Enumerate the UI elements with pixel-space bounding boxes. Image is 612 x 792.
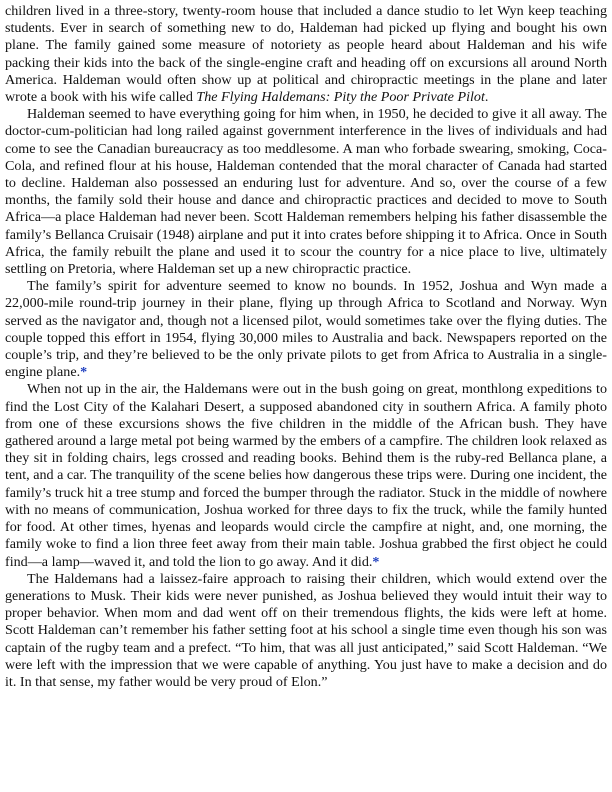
paragraph-move-to-south-africa bbox=[5, 106, 607, 278]
text-segment: Haldeman seemed to have everything going for him when, in 1950, he decided to give it all away. The doctor-cum-politician had long railed against government interference in the lives of individuals and had come to see the Canadian bureaucracy as too meddlesome. A man who forbade swearing, smoking, Coca-Cola, and refined flour at his house, Haldeman contended that the moral character of Canada had started to decline. Haldeman also possessed an enduring lust for adventure. And so, over the course of a few months, the family sold their house and dance and chiropractic practices and decided to move to South Africa—a place Haldeman had never been. Scott Haldeman remembers helping his father disassemble the family’s Bellanca Cruisair (1948) airplane and put it into crates before shipping it to Africa. Once in South Africa, the family rebuilt the plane and used it to scour the country for a nice place to live, ultimately settling on Pretoria, where Haldeman set up a new chiropractic practice. bbox=[5, 106, 607, 278]
text-segment: . bbox=[484, 89, 489, 106]
text-segment: The Haldemans had a laissez-faire approach to raising their children, which would extend over the generations to Musk. Their kids were never punished, as Joshua believed they would intuit their way to proper behavior. When mom and dad went off on their tremendous flights, the kids were left at home. Scott Haldeman can’t remember his father setting foot at his school a single time even though his son was captain of the rugby team and a prefect. “To him, that was all just anticipated,” said Scott Haldeman. “We were left with the impression that we were capable of anything. You just have to make a decision and do it. In that sense, my father would be very proud of Elon.” bbox=[5, 570, 607, 690]
text-segment: The family’s spirit for adventure seemed to know no bounds. In 1952, Joshua and Wyn made a 22,000-mile round-trip journey in their plane, flying up through Africa to Scotland and Norway. Wyn served as the navigator and, though not a licensed pilot, would sometimes take over the flying duties. The couple topped this effort in 1954, flying 30,000 miles to Australia and back. Newspapers reported on the couple’s trip, and they’re believed to be the only private pilots to get from Africa to Australia in a single-engine plane. bbox=[5, 278, 607, 381]
page-body bbox=[5, 3, 607, 691]
book-title: The Flying Haldemans: Pity the Poor Private Pilot bbox=[196, 89, 485, 106]
paragraph-flying-family bbox=[5, 3, 607, 106]
paragraph-parenting-approach bbox=[5, 571, 607, 691]
footnote-link[interactable]: * bbox=[80, 364, 88, 381]
text-segment: children lived in a three-story, twenty-room house that included a dance studio to let Wyn keep teaching students. Ever in search of something new to do, Haldeman had picked up flying and bought his own plane. The family gained some measure of notoriety as people heard about Haldeman and his wife packing their kids into the back of the single-engine craft and heading off on excursions all around North America. Haldeman would often show up at political and chiropractic meetings in the plane and later wrote a book with his wife called bbox=[5, 3, 607, 106]
paragraph-long-flights bbox=[5, 278, 607, 381]
text-segment: When not up in the air, the Haldemans were out in the bush going on great, monthlong expeditions to find the Lost City of the Kalahari Desert, a supposed abandoned city in southern Africa. A family photo from one of these excursions shows the five children in the middle of the African bush. They have gathered around a large metal pot being warmed by the embers of a campfire. The children look relaxed as they sit in folding chairs, legs crossed and reading books. Behind them is the ruby-red Bellanca plane, a tent, and a car. The tranquility of the scene belies how dangerous these trips were. During one incident, the family’s truck hit a tree stump and forced the bumper through the radiator. Stuck in the middle of nowhere with no means of communication, Joshua worked for three days to fix the truck, while the family hunted for food. At other times, hyenas and leopards would circle the campfire at night, and, one morning, the family woke to find a lion three feet away from their main table. Joshua grabbed the first object he could find—a lamp—waved it, and told the lion to go away. And it did. bbox=[5, 381, 607, 570]
footnote-link[interactable]: * bbox=[372, 553, 380, 570]
paragraph-kalahari-expeditions bbox=[5, 381, 607, 570]
